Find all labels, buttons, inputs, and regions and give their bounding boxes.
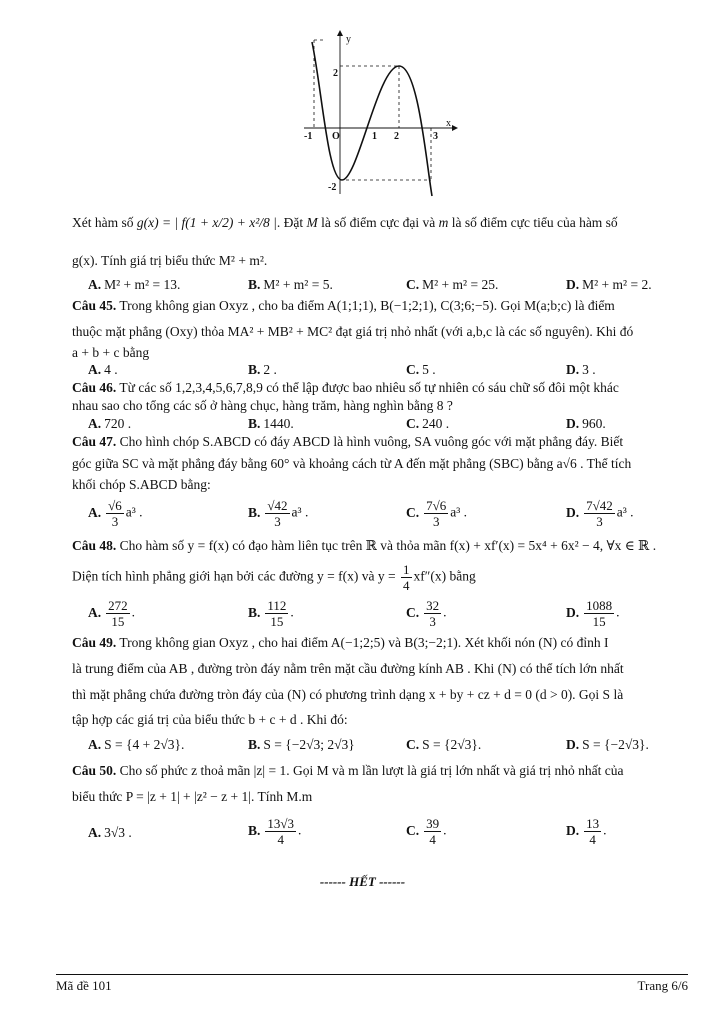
q48-options bbox=[88, 598, 698, 634]
q45-option-c[interactable]: C. 5 . bbox=[406, 362, 436, 377]
graph-axes bbox=[304, 34, 452, 194]
footer-divider bbox=[56, 974, 688, 975]
footer-exam-code: Mã đề 101 bbox=[56, 978, 112, 993]
x-axis-arrow bbox=[452, 125, 458, 131]
q45-line1: Câu 45. Trong không gian Oxyz , cho ba điểm A(1;1;1), B(−1;2;1), C(3;6;−5). Gọi M(a;b;c) là điểm bbox=[72, 298, 615, 313]
q44-stem-a: Xét hàm số bbox=[72, 215, 137, 230]
q44-option-b[interactable]: B. M² + m² = 5. bbox=[248, 277, 333, 292]
q50-option-c[interactable]: C. $\frac{39}{4}$ . bbox=[406, 816, 447, 847]
x-tick-minus1: -1 bbox=[304, 131, 313, 142]
q50-option-a[interactable]: A. 3√3 . bbox=[88, 825, 132, 840]
origin-label: O bbox=[332, 131, 340, 142]
q50-options bbox=[88, 816, 698, 852]
q45-option-d[interactable]: D. 3 . bbox=[566, 362, 596, 377]
q48-option-b[interactable]: B. $\frac{112}{15}$ . bbox=[248, 598, 294, 629]
q46-line2: nhau sao cho tổng các số ở hàng chục, hàng trăm, hàng nghìn bằng 8 ? bbox=[72, 398, 453, 413]
q46-option-d[interactable]: D. 960. bbox=[566, 416, 606, 431]
q49-line4: tập hợp các giá trị của biểu thức b + c + d . Khi đó: bbox=[72, 712, 348, 727]
q47-option-c[interactable]: C. $\frac{7√6}{3}$ a³ . bbox=[406, 498, 468, 529]
q50-option-d[interactable]: D. $\frac{13}{4}$ . bbox=[566, 816, 607, 847]
q49-label: Câu 49. bbox=[72, 635, 117, 650]
y-tick-minus2: -2 bbox=[328, 182, 337, 193]
q45-option-a[interactable]: A. 4 . bbox=[88, 362, 118, 377]
q48-option-d[interactable]: D. $\frac{1088}{15}$ . bbox=[566, 598, 620, 629]
x-axis-label: x bbox=[446, 118, 451, 129]
q49-line1: Câu 49. Trong không gian Oxyz , cho hai điểm A(−1;2;5) và B(3;−2;1). Xét khối nón (N) có đỉnh I bbox=[72, 635, 609, 650]
q44-option-a[interactable]: A. M² + m² = 13. bbox=[88, 277, 181, 292]
q50-label: Câu 50. bbox=[72, 763, 117, 778]
q44-option-c[interactable]: C. M² + m² = 25. bbox=[406, 277, 499, 292]
q50-line1: Câu 50. Cho số phức z thoả mãn |z| = 1. Gọi M và m lần lượt là giá trị lớn nhất và giá trị nhỏ nhất của bbox=[72, 763, 624, 778]
q49-option-d[interactable]: D. S = {−2√3}. bbox=[566, 737, 649, 752]
q44-formula: g(x) = | f(1 + x/2) + x²/8 | bbox=[136, 215, 277, 230]
q47-label: Câu 47. bbox=[72, 434, 117, 449]
q49-option-b[interactable]: B. S = {−2√3; 2√3} bbox=[248, 737, 355, 752]
q48-line1: Câu 48. Cho hàm số y = f(x) có đạo hàm liên tục trên ℝ và thỏa mãn f(x) + xf′(x) = 5x⁴ + 6x² − 4, ∀x ∈ ℝ . bbox=[72, 538, 657, 553]
q46-option-a[interactable]: A. 720 . bbox=[88, 416, 132, 431]
footer-page-number: Trang 6/6 bbox=[637, 978, 688, 993]
q44-var-M: M bbox=[306, 215, 318, 230]
q46-label: Câu 46. bbox=[72, 380, 117, 395]
q48-option-c[interactable]: C. $\frac{32}{3}$ . bbox=[406, 598, 447, 629]
q47-option-a[interactable]: A. $\frac{√6}{3}$ a³ . bbox=[88, 498, 143, 529]
q48-line2: Diện tích hình phẳng giới hạn bởi các đường y = f(x) và y = $\frac{1}{4}$ xf″(x) bằng bbox=[72, 562, 476, 593]
q48-label: Câu 48. bbox=[72, 538, 117, 553]
x-tick-1: 1 bbox=[372, 131, 377, 142]
q50-option-b[interactable]: B. $\frac{13√3}{4}$ . bbox=[248, 816, 302, 847]
q49-line2: là trung điểm của AB , đường tròn đáy nằm trên mặt cầu đường kính AB . Khi (N) có thể tích lớn nhất bbox=[72, 661, 624, 676]
q47-line1: Câu 47. Cho hình chóp S.ABCD có đáy ABCD là hình vuông, SA vuông góc với mặt phẳng đáy. Biết bbox=[72, 434, 624, 449]
x-tick-3: 3 bbox=[433, 131, 438, 142]
q45-label: Câu 45. bbox=[72, 298, 117, 313]
q47-option-d[interactable]: D. $\frac{7√42}{3}$ a³ . bbox=[566, 498, 634, 529]
y-tick-2: 2 bbox=[333, 68, 338, 79]
q44-var-m: m bbox=[438, 215, 449, 230]
q44-stem-c: . Đặt bbox=[276, 215, 307, 230]
q49-option-c[interactable]: C. S = {2√3}. bbox=[406, 737, 482, 752]
q44-stem-e: là số điểm cực đại và bbox=[317, 215, 439, 230]
q45-line2: thuộc mặt phẳng (Oxy) thỏa MA² + MB² + MC² đạt giá trị nhỏ nhất (với a,b,c là các số nguyên). Khi đó bbox=[72, 324, 634, 339]
q47-line3: khối chóp S.ABCD bằng: bbox=[72, 477, 211, 492]
q47-option-b[interactable]: B. $\frac{√42}{3}$ a³ . bbox=[248, 498, 309, 529]
q47-options bbox=[88, 498, 698, 538]
function-graph bbox=[300, 30, 460, 198]
y-axis-label: y bbox=[346, 34, 351, 45]
q44-stem-line1 bbox=[72, 214, 694, 232]
q47-line2: góc giữa SC và mặt phẳng đáy bằng 60° và khoảng cách từ A đến mặt phẳng (SBC) bằng a√6 . Thể tích bbox=[72, 456, 632, 471]
q49-line3: thì mặt phẳng chứa đường tròn đáy của (N) có phương trình dạng x + by + cz + d = 0 (d > 0). Gọi S là bbox=[72, 687, 624, 702]
q45-line3: a + b + c bằng bbox=[72, 345, 150, 360]
graph-curve bbox=[312, 42, 432, 196]
q48-option-a[interactable]: A. $\frac{272}{15}$ . bbox=[88, 598, 135, 629]
end-marker: ------ HẾT ------ bbox=[319, 874, 406, 889]
q46-option-b[interactable]: B. 1440. bbox=[248, 416, 294, 431]
q45-option-b[interactable]: B. 2 . bbox=[248, 362, 277, 377]
q46-option-c[interactable]: C. 240 . bbox=[406, 416, 450, 431]
q44-stem-line2: g(x). Tính giá trị biểu thức M² + m². bbox=[72, 253, 268, 268]
q44-option-d[interactable]: D. M² + m² = 2. bbox=[566, 277, 652, 292]
q44-stem-g: là số điểm cực tiểu của hàm số bbox=[448, 215, 618, 230]
y-axis-arrow bbox=[337, 30, 343, 36]
q49-option-a[interactable]: A. S = {4 + 2√3}. bbox=[88, 737, 185, 752]
q50-line2: biểu thức P = |z + 1| + |z² − z + 1|. Tính M.m bbox=[72, 789, 313, 804]
x-tick-2: 2 bbox=[394, 131, 399, 142]
q46-line1: Câu 46. Từ các số 1,2,3,4,5,6,7,8,9 có thể lập được bao nhiêu số tự nhiên có sáu chữ số đôi một khác bbox=[72, 380, 619, 395]
